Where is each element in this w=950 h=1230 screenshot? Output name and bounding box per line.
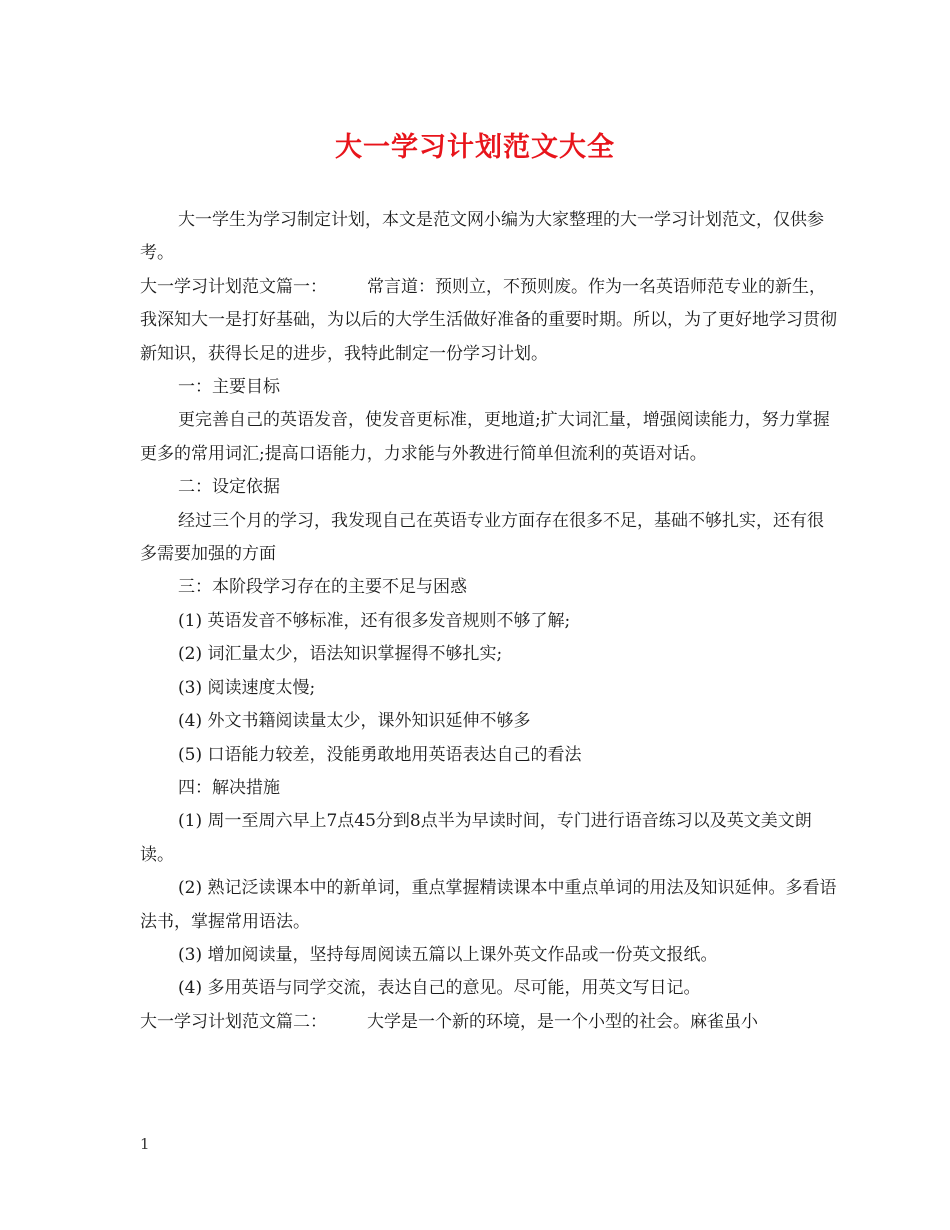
- heading-goal: 一：主要目标: [178, 377, 280, 398]
- section1-heading: 大一学习计划范文篇一：: [140, 276, 327, 297]
- measure-item: (2) 熟记泛读课本中的新单词，重点掌握精读课本中重点单词的用法及知识延伸。多看语法书，掌握常用语法。: [140, 878, 837, 932]
- heading-basis: 二：设定依据: [178, 477, 280, 498]
- heading-problems: 三：本阶段学习存在的主要不足与困惑: [178, 577, 467, 598]
- problem-item: (5) 口语能力较差，没能勇敢地用英语表达自己的看法: [178, 744, 582, 765]
- section1-paragraph: [140, 271, 840, 371]
- document-title: 大一学习计划范文大全: [335, 132, 615, 163]
- section1-text: 常言道：预则立，不预则废。作为一名英语师范专业的新生，我深知大一是打好基础，为以后的大学生活做好准备的重要时期。所以，为了更好地学习贯彻新知识，获得长足的进步，我特此制定一份学习计划。: [140, 276, 837, 364]
- section2-heading: 大一学习计划范文篇二：: [140, 1011, 327, 1032]
- measure-item: (4) 多用英语与同学交流，表达自己的意见。尽可能，用英文写日记。: [178, 978, 701, 999]
- measure-item: (3) 增加阅读量，坚持每周阅读五篇以上课外英文作品或一份英文报纸。: [178, 944, 718, 965]
- document-body: [140, 204, 840, 1039]
- problem-item: (2) 词汇量太少，语法知识掌握得不够扎实;: [178, 644, 503, 665]
- heading-measures: 四：解决措施: [178, 777, 280, 798]
- problem-item: (3) 阅读速度太慢;: [178, 677, 316, 698]
- section2-paragraph: [140, 1006, 840, 1039]
- goal-paragraph: 更完善自己的英语发音，使发音更标准，更地道;扩大词汇量，增强阅读能力，努力掌握更多的常用词汇;提高口语能力，力求能与外教进行简单但流利的英语对话。: [140, 410, 830, 464]
- basis-paragraph: 经过三个月的学习，我发现自己在英语专业方面存在很多不足，基础不够扎实，还有很多需要加强的方面: [140, 510, 824, 565]
- intro-paragraph: 大一学生为学习制定计划，本文是范文网小编为大家整理的大一学习计划范文，仅供参考。: [140, 210, 824, 264]
- page-number: 1: [140, 1135, 150, 1153]
- problem-item: (4) 外文书籍阅读量太少，课外知识延伸不够多: [178, 711, 531, 732]
- problem-item: (1) 英语发音不够标准，还有很多发音规则不够了解;: [178, 610, 571, 631]
- measure-item: (1) 周一至周六早上7点45分到8点半为早读时间，专门进行语音练习以及英文美文朗读。: [140, 811, 812, 865]
- section2-text: 大学是一个新的环境，是一个小型的社会。麻雀虽小: [367, 1011, 758, 1032]
